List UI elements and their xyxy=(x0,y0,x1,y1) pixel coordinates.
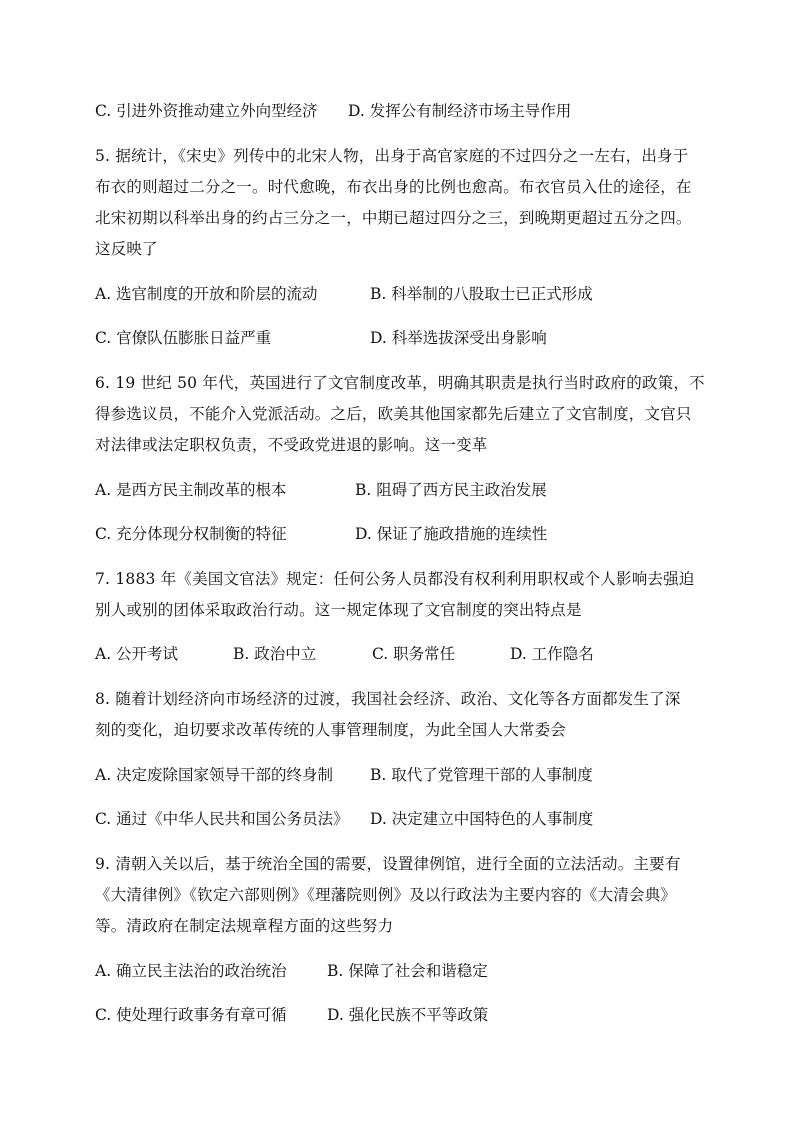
q6-stem-line-2: 得参选议员，不能介入党派活动。之后，欧美其他国家都先后建立了文官制度，文官只 xyxy=(95,405,692,423)
q5-option-d: D. 科举选拔深受出身影响 xyxy=(370,329,547,347)
q7-option-b: B. 政治中立 xyxy=(233,645,317,663)
q7-stem-line-1: 7. 1883 年《美国文官法》规定：任何公务人员都没有权利利用职权或个人影响去强迫 xyxy=(95,570,695,588)
q7-option-a: A. 公开考试 xyxy=(95,645,179,663)
q8-option-d: D. 决定建立中国特色的人事制度 xyxy=(370,810,594,828)
q6-option-a: A. 是西方民主制改革的根本 xyxy=(95,481,287,499)
q5-stem-line-4: 这反映了 xyxy=(95,240,158,258)
q9-stem-line-2: 《大清律例》《钦定六部则例》《理藩院则例》及以行政法为主要内容的《大清会典》 xyxy=(95,886,677,904)
q9-option-c: C. 使处理行政事务有章可循 xyxy=(95,1006,287,1024)
q7-option-d: D. 工作隐名 xyxy=(510,645,594,663)
q4-option-c: C. 引进外资推动建立外向型经济 xyxy=(95,102,318,120)
q9-option-d: D. 强化民族不平等政策 xyxy=(327,1006,489,1024)
q6-option-b: B. 阻碍了西方民主政治发展 xyxy=(355,481,547,499)
q8-stem-line-2: 刻的变化，迫切要求改革传统的人事管理制度，为此全国人大常委会 xyxy=(95,721,567,739)
q9-option-b: B. 保障了社会和谐稳定 xyxy=(327,962,488,980)
q5-option-c: C. 官僚队伍膨胀日益严重 xyxy=(95,329,272,347)
q8-stem-line-1: 8. 随着计划经济向市场经济的过渡，我国社会经济、政治、文化等各方面都发生了深 xyxy=(95,690,681,708)
q7-stem-line-2: 别人或别的团体采取政治行动。这一规定体现了文官制度的突出特点是 xyxy=(95,601,582,619)
q6-option-d: D. 保证了施政措施的连续性 xyxy=(355,525,548,543)
q9-stem-line-3: 等。清政府在制定法规章程方面的这些努力 xyxy=(95,917,394,935)
q5-option-a: A. 选官制度的开放和阶层的流动 xyxy=(95,285,318,303)
q5-stem-line-2: 布衣的则超过二分之一。时代愈晚，布衣出身的比例也愈高。布衣官员入仕的途径，在 xyxy=(95,178,692,196)
q5-option-b: B. 科举制的八股取士已正式形成 xyxy=(370,285,593,303)
q6-stem-line-1: 6. 19 世纪 50 年代，英国进行了文官制度改革，明确其职责是执行当时政府的政策，不 xyxy=(95,374,705,392)
q6-stem-line-3: 对法律或法定职权负责，不受政党进退的影响。这一变革 xyxy=(95,436,488,454)
q9-stem-line-1: 9. 清朝入关以后，基于统治全国的需要，设置律例馆，进行全面的立法活动。主要有 xyxy=(95,855,681,873)
q4-option-d: D. 发挥公有制经济市场主导作用 xyxy=(348,102,572,120)
q8-option-b: B. 取代了党管理干部的人事制度 xyxy=(370,766,593,784)
q5-stem-line-1: 5. 据统计，《宋史》列传中的北宋人物，出身于高官家庭的不过四分之一左右，出身于 xyxy=(95,147,689,165)
q8-option-c: C. 通过《中华人民共和国公务员法》 xyxy=(95,810,349,828)
q7-option-c: C. 职务常任 xyxy=(372,645,456,663)
q5-stem-line-3: 北宋初期以科举出身的约占三分之一，中期已超过四分之三，到晚期更超过五分之四。 xyxy=(95,209,692,227)
q6-option-c: C. 充分体现分权制衡的特征 xyxy=(95,525,287,543)
q9-option-a: A. 确立民主法治的政治统治 xyxy=(95,962,287,980)
q8-option-a: A. 决定废除国家领导干部的终身制 xyxy=(95,766,334,784)
